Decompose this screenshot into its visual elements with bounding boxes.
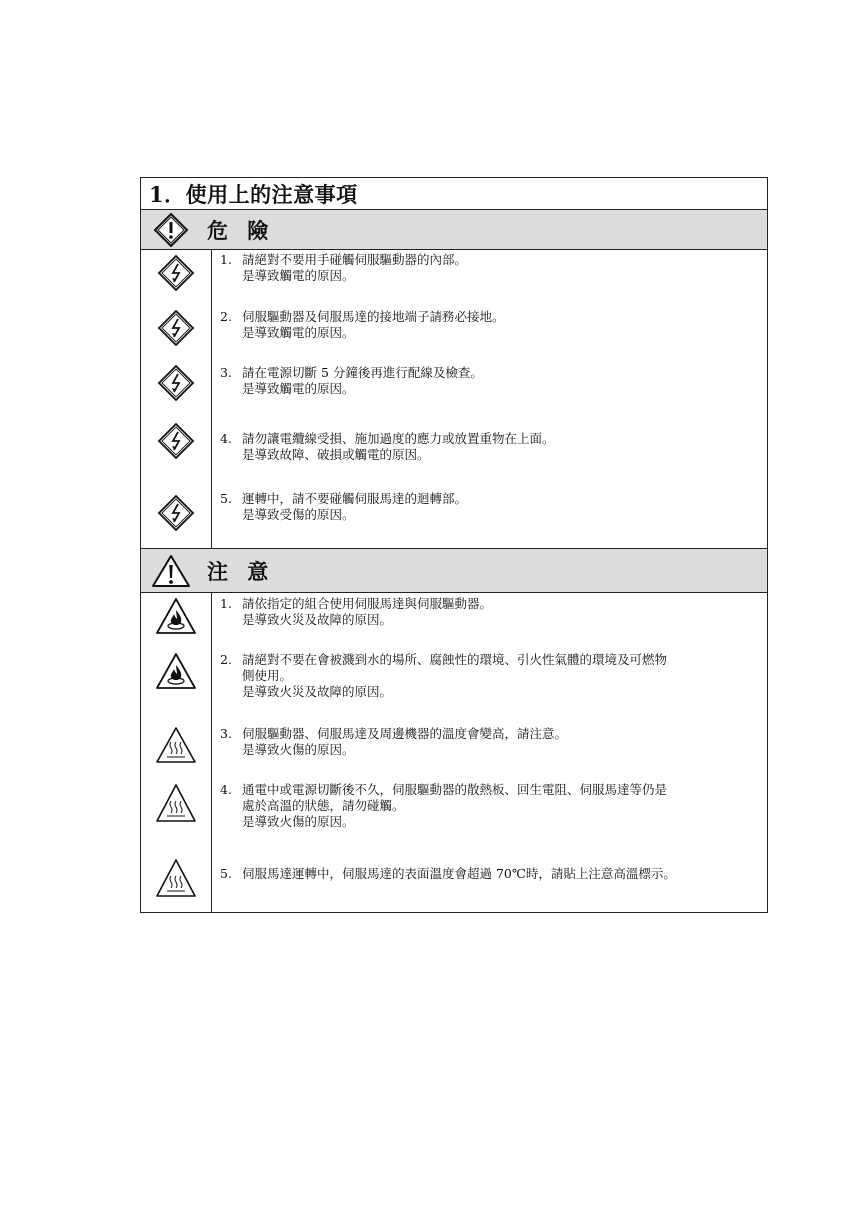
danger-item: 1. 請絕對不要用手碰觸伺服驅動器的內部。 是導致觸電的原因。 [220, 252, 468, 283]
hot-surface-icon [155, 858, 197, 898]
fire-hazard-icon [155, 597, 197, 635]
hot-surface-icon [155, 783, 197, 823]
danger-item: 4. 請勿讓電纜線受損、施加過度的應力或放置重物在上面。 是導致故障、破損或觸電的原因。 [220, 431, 555, 462]
caution-item: 4. 通電中或電源切斷後不久，伺服驅動器的散熱板、回生電阻、伺服馬達等仍是 處於高溫的狀態，請勿碰觸。 是導致火傷的原因。 [220, 782, 668, 829]
danger-header [141, 210, 767, 250]
caution-item: 3. 伺服驅動器、伺服馬達及周邊機器的溫度會變高，請注意。 是導致火傷的原因。 [220, 726, 568, 757]
safety-precautions-table [140, 177, 768, 913]
danger-body [141, 250, 767, 549]
caution-item: 1. 請依指定的組合使用伺服馬達與伺服驅動器。 是導致火災及故障的原因。 [220, 596, 493, 627]
danger-text-column [212, 250, 767, 548]
fire-hazard-icon [155, 652, 197, 690]
caution-item: 5. 伺服馬達運轉中，伺服馬達的表面溫度會超過 70℃時，請貼上注意高溫標示。 [220, 866, 676, 881]
caution-item: 2. 請絕對不要在會被濺到水的場所、腐蝕性的環境、引火性氣體的環境及可燃物 側使用。 是導致火災及故障的原因。 [220, 652, 668, 699]
caution-icon-column [141, 593, 212, 912]
caution-exclamation-icon [141, 554, 201, 588]
danger-icon-column [141, 250, 212, 548]
danger-item: 2. 伺服驅動器及伺服馬達的接地端子請務必接地。 是導致觸電的原因。 [220, 309, 505, 340]
section-title: 1．使用上的注意事項 [141, 178, 767, 210]
electric-shock-icon [157, 254, 195, 292]
electric-shock-icon [157, 422, 195, 460]
hot-surface-icon [155, 726, 197, 764]
caution-header [141, 549, 767, 593]
electric-shock-icon [157, 364, 195, 402]
caution-text-column [212, 593, 767, 912]
danger-item: 5. 運轉中，請不要碰觸伺服馬達的迴轉部。 是導致受傷的原因。 [220, 491, 468, 522]
danger-label: 危 險 [207, 217, 275, 243]
danger-item: 3. 請在電源切斷 5 分鐘後再進行配線及檢查。 是導致觸電的原因。 [220, 365, 483, 396]
electric-shock-icon [157, 309, 195, 347]
danger-exclamation-icon [141, 212, 201, 248]
caution-body [141, 593, 767, 912]
electric-shock-icon [157, 494, 195, 532]
caution-label: 注 意 [207, 558, 275, 584]
